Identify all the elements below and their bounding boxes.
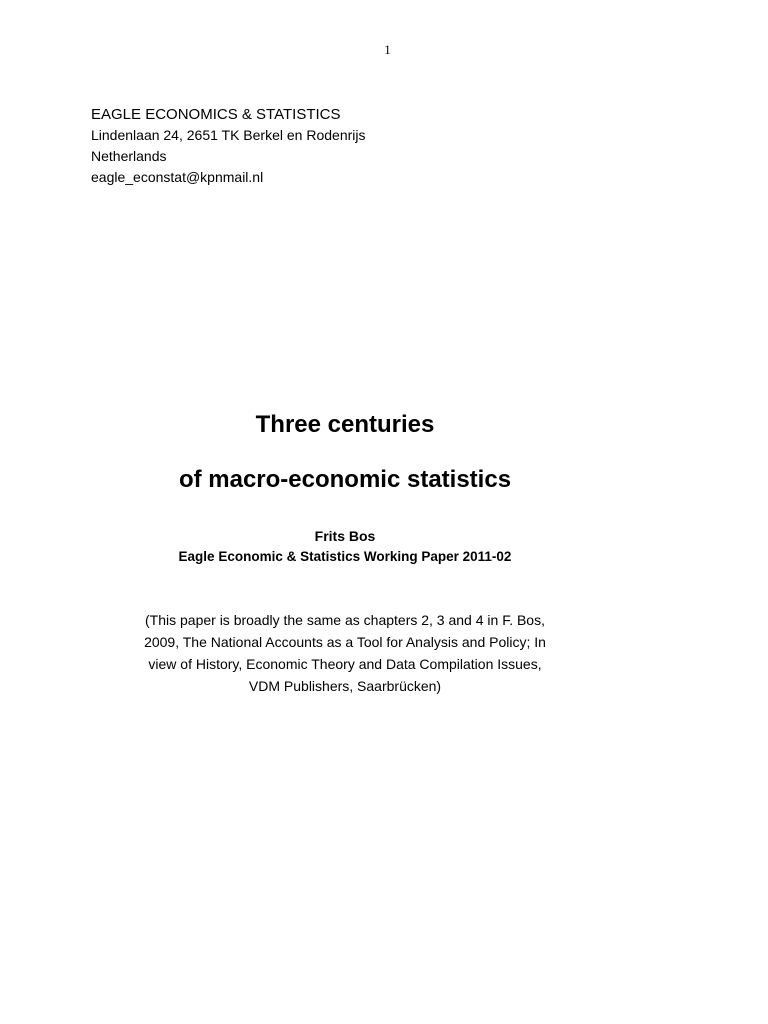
paper-title-line-1: Three centuries (255, 411, 435, 438)
country: Netherlands (91, 148, 167, 164)
author-address-block (91, 104, 365, 188)
page-number: 1 (384, 42, 391, 57)
paper-title-line-2: of macro-economic statistics (178, 466, 512, 493)
working-paper-series: Eagle Economic & Statistics Working Paper 2011-02 (178, 549, 512, 564)
note-line: (This paper is broadly the same as chapters 2, 3 and 4 in F. Bos, (145, 612, 545, 628)
note-line: VDM Publishers, Saarbrücken) (248, 678, 442, 694)
author-name: Frits Bos (314, 528, 376, 544)
organization-name: EAGLE ECONOMICS & STATISTICS (91, 106, 341, 123)
note-line: view of History, Economic Theory and Data Compilation Issues, (148, 656, 542, 672)
publication-note (0, 609, 690, 697)
note-line: 2009, The National Accounts as a Tool for Analysis and Policy; In (144, 634, 546, 650)
street-address: Lindenlaan 24, 2651 TK Berkel en Rodenrijs (91, 127, 366, 143)
email-address: eagle_econstat@kpnmail.nl (91, 169, 264, 185)
